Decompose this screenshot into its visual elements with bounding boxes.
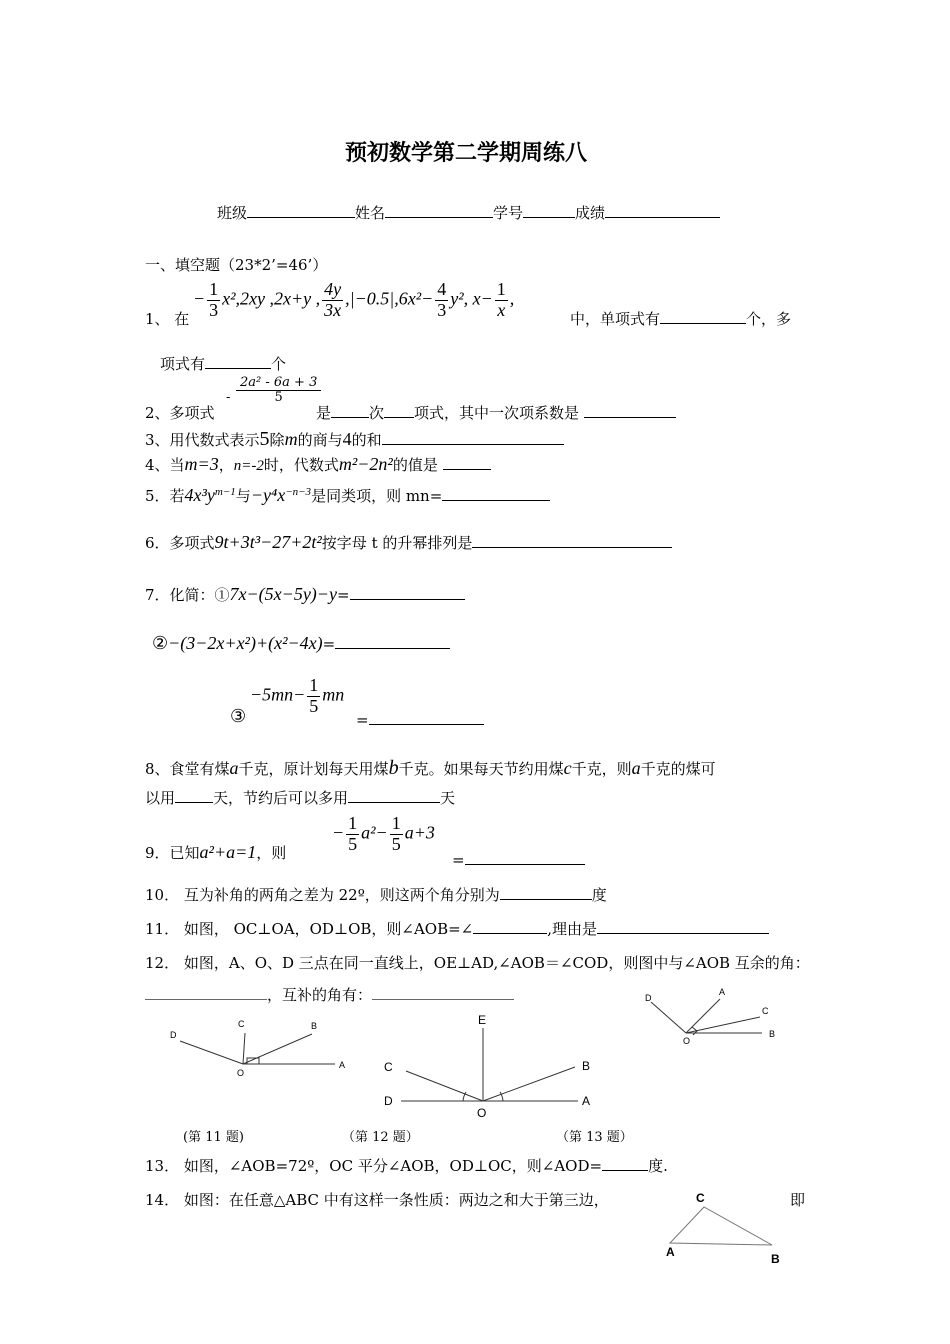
q5-exp2: −n−3: [285, 486, 312, 498]
q3-number-4: 4: [342, 429, 352, 449]
q13-text: 13． 如图，∠AOB=72º，OC 平分∠AOB，OD⊥OC，则∠AOD=: [145, 1157, 603, 1175]
fig11-label-o: O: [237, 1068, 245, 1078]
q2-numerator: 2a² - 6a + 3: [236, 376, 321, 391]
q7-eq-3: =: [356, 711, 369, 729]
q9-expr-a: a²−: [361, 822, 388, 843]
q1-expr-b: ,2xy ,2x+y ,: [235, 288, 321, 309]
q8-var-b: b: [388, 757, 399, 779]
fig11-caption: (第 11 题): [183, 1130, 244, 1145]
q3-number-5: 5: [259, 428, 270, 450]
q4-text-a: 4、当: [145, 456, 185, 474]
q1-line2-label: 项式有: [160, 355, 206, 373]
q9-text-a: 9．已知: [145, 844, 200, 862]
q1-suffix: 中，单项式有: [570, 310, 661, 328]
q8-line2-b: 天，节约后可以多用: [213, 789, 349, 807]
q5-expr1: 4x³y: [184, 485, 215, 505]
fig14-label-c: C: [696, 1191, 705, 1205]
fig12-label-o: O: [477, 1106, 487, 1120]
q8-var-a: a: [229, 758, 239, 778]
q8-line2-a: 以用: [145, 789, 176, 807]
q2-mid2: 次: [369, 404, 385, 422]
fig13-label-o: O: [683, 1036, 691, 1046]
q4-comma: ，: [218, 456, 234, 474]
q14-tail: 即: [790, 1191, 806, 1209]
q8-var-a-2: a: [631, 758, 641, 778]
q4-expr: m²−2n²: [338, 454, 393, 474]
q8-var-c: c: [563, 758, 572, 778]
q7-expr3a: −5mn−: [250, 684, 306, 705]
q1-prefix: 1、 在: [145, 310, 190, 328]
q1-unit-2: 个: [271, 355, 287, 373]
fig11-label-c: C: [238, 1019, 245, 1029]
q8-line2-c: 天: [440, 789, 456, 807]
q9-text-b: ，则: [256, 844, 287, 862]
q9-expr: − $\frac{1}{5}$ a²− $\frac{1}{5}$ a+3: [332, 813, 435, 854]
q8-text-c: 千克。如果每天节约用煤: [398, 760, 564, 778]
q7-eq-2: =: [322, 635, 336, 653]
q1-expr-e: y², x−: [450, 288, 493, 309]
q6-text-b: 按字母 t 的升幂排列是: [321, 534, 473, 552]
fig14-label-b: B: [771, 1252, 780, 1266]
q11-text-b: ,理由是: [547, 920, 598, 938]
fig13-label-b: B: [769, 1029, 776, 1039]
q9-eq: =: [452, 851, 465, 869]
q1-expr-d: 6x²−: [398, 288, 434, 309]
q2-mid1: 是: [316, 404, 332, 422]
q4-text-b: 时，代数式: [263, 456, 339, 474]
q5-text-c: 是同类项，则 mn=: [311, 487, 443, 505]
fig11-label-a: A: [339, 1060, 346, 1070]
q7-label-3: ③: [230, 706, 247, 727]
fig12-label-b: B: [582, 1059, 591, 1073]
q6-expr: 9t+3t³−27+2t²: [214, 532, 322, 552]
figure-14-triangle: [670, 1207, 772, 1245]
figure-12: [401, 1028, 578, 1101]
q5-text-a: 5．若: [145, 487, 185, 505]
q12-line2-text: ，互补的角有：: [267, 986, 373, 1004]
q7-expr2: −(3−2x+x²)+(x²−4x): [168, 633, 323, 653]
q10-text: 10． 互为补角的两角之差为 22º，则这两个角分别为: [145, 886, 500, 904]
q3-text-b: 除: [269, 431, 285, 449]
q9-expr-b: a+3: [404, 822, 435, 843]
q1-expr-f: ,: [509, 288, 515, 309]
section-heading: 一、填空题（23*2’=46’）: [145, 256, 328, 274]
q2-mid3: 项式，其中一次项系数是: [414, 404, 580, 422]
q3-text-c: 的商与: [297, 431, 343, 449]
q7-expr1: 7x−(5x−5y)−y: [229, 584, 337, 604]
class-label: 班级: [217, 204, 248, 222]
question-12: 12． 如图，A、O、D 三点在同一直线上，OE⊥AD,∠AOB＝∠COD，则图中与∠AOB 互余的角：: [145, 954, 810, 972]
fig12-caption: （第 12 题）: [342, 1130, 419, 1145]
fig12-label-a: A: [582, 1094, 591, 1108]
q8-text-e: 千克的煤可: [640, 760, 716, 778]
q2-prefix: 2、多项式: [145, 404, 215, 422]
q8-text-b: 千克，原计划每天用煤: [238, 760, 389, 778]
q13-unit: 度.: [648, 1157, 668, 1175]
q8-text-d: 千克，则: [571, 760, 632, 778]
q5-text-b: 与: [235, 487, 251, 505]
figure-13: [651, 999, 762, 1035]
fig13-label-a: A: [719, 987, 726, 997]
q2-denominator: 5: [274, 390, 283, 406]
number-label: 学号: [493, 204, 524, 222]
fig13-caption: （第 13 题）: [556, 1130, 633, 1145]
q7-expr3b: mn: [322, 684, 345, 705]
name-label: 姓名: [355, 204, 386, 222]
q10-unit: 度: [591, 886, 607, 904]
q3-text-d: 的和: [351, 431, 382, 449]
fig12-label-c: C: [384, 1060, 393, 1074]
q7-label-2: ②: [152, 633, 169, 654]
q6-text-a: 6．多项式: [145, 534, 215, 552]
q4-text-c: 的值是: [392, 456, 438, 474]
q7-eq-1: =: [336, 586, 350, 604]
question-14: 14． 如图：在任意△ABC 中有这样一条性质：两边之和大于第三边，: [145, 1191, 609, 1209]
fig13-label-d: D: [645, 993, 652, 1003]
q8-text-a: 8、食堂有煤: [145, 760, 230, 778]
fig14-label-a: A: [666, 1245, 675, 1259]
q5-exp1: m−1: [214, 486, 236, 498]
score-label: 成绩: [575, 204, 606, 222]
q11-text: 11． 如图， OC⊥OA，OD⊥OB，则∠AOB=∠: [145, 920, 474, 938]
q1-expr-a: x²: [222, 288, 236, 309]
fig13-label-c: C: [762, 1006, 769, 1016]
q1-unit-1: 个，多: [746, 310, 792, 328]
figure-11: [180, 1033, 335, 1064]
q9-condition: a²+a=1: [199, 842, 257, 862]
q7-text-a: 7．化简：①: [145, 586, 230, 604]
q3-var-m: m: [284, 429, 298, 449]
q4-m-eq: m=3: [184, 454, 219, 474]
fig12-label-d: D: [384, 1094, 393, 1108]
question-13: [145, 1155, 668, 1176]
q1-expr-c: ,|−0.5|,: [345, 288, 399, 309]
q3-text-a: 3、用代数式表示: [145, 431, 260, 449]
q7-part-3: ③ −5mn− $\frac{1}{5}$ mn =: [230, 676, 510, 726]
q4-n-eq: n=-2: [233, 458, 264, 474]
q5-expr2: −y⁴x: [250, 485, 286, 505]
fig11-label-d: D: [170, 1030, 177, 1040]
fig12-label-e: E: [478, 1013, 487, 1027]
fig11-label-b: B: [311, 1021, 318, 1031]
q13-blank[interactable]: [602, 1156, 648, 1171]
page-title: 预初数学第二学期周练八: [345, 141, 588, 166]
